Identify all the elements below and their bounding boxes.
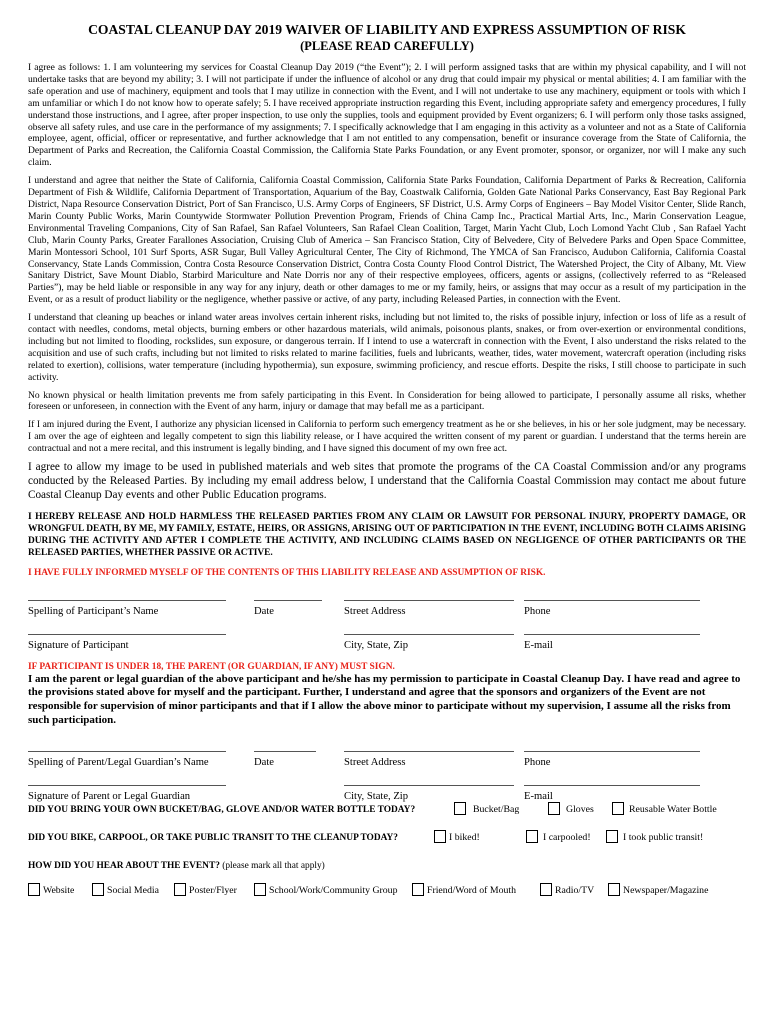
- minor-heading: IF PARTICIPANT IS UNDER 18, THE PARENT (OR GUARDIAN, IF ANY) MUST SIGN.: [28, 661, 395, 672]
- parent-name-field[interactable]: [28, 741, 226, 768]
- parent-street-field[interactable]: [344, 741, 514, 768]
- participant-date-field[interactable]: [254, 590, 322, 617]
- friend-checkbox[interactable]: [412, 883, 424, 896]
- bucket-bag-label: Bucket/Bag: [473, 804, 520, 816]
- transit-text: DID YOU BIKE, CARPOOL, OR TAKE PUBLIC TRANSIT TO THE CLEANUP TODAY?: [28, 833, 398, 844]
- school-work-option[interactable]: [254, 883, 397, 896]
- poster-flyer-option[interactable]: [174, 883, 237, 896]
- parent-street-label: Street Address: [344, 757, 406, 769]
- carpooled-checkbox[interactable]: [526, 830, 538, 843]
- parent-phone-label: Phone: [524, 757, 551, 769]
- public-transit-option[interactable]: [606, 830, 703, 843]
- waiver-form: [28, 22, 746, 905]
- released-parties-paragraph: I understand and agree that neither the State of California, California Coastal Commission, California State Parks Foundation, California Department of Parks & Recreation, California Department of Fish & Wildlife, California Department of Transportation, Aquarium of the Bay, Coastwalk California, Golden Gate National Parks Conservancy, East Bay Regional Park District, Napa Resource Conservation District, Port of San Francisco, U.S. Army Corps of Engineers, SF District, U.S. Army Corps of Engineers – Bay Model Visitor Center, Slide Ranch, Marin County Public Works, Marin Countywide Stormwater Pollution Prevention Program, Friends of China Camp Inc., Practical Martial Arts, Inc., Marin Conservation League, Environmental Traveling Companions, City of San Rafael, San Rafael Volunteers, San Rafael Clean Coalition, Target, Marin Yacht Club, Loch Lomond Yacht Club , San Rafael Yacht Club, Marin County Parks, Greater Farallones Association, Cruising Club of America – San Francisco Station, City of Belvedere, City of Belvedere Parks and Open Space Committee, Marin Montessori School, 101 Surf Sports, ASR Sugar, Bull Valley Agricultural Center, The City of Richmond, The YMCA of San Francisco, Audubon California, California Coastal Conservancy, State Lands Commission, Contra Costa Resource Conservation District, Contra Costa County Flood Control District, The Watershed Project, the City of Albany, Mt. View Sanitary District, Save Mount Diablo, Starbird Mariculture and Nate Dorris nor any of their respective employees, officers, agents or assigns, (collectively referred to as “Released Parties”), may be held liable or responsible in any way for any injury, death or other damages to me or my family, heirs, or assigns that may occur as a result of my participation in the Event, or as a result of product liability or the negligence, whether passive or active, of any party, including Released Parties, in connection with the Event.: [28, 175, 746, 306]
- bucket-bag-checkbox[interactable]: [454, 802, 466, 815]
- friend-option[interactable]: [412, 883, 516, 896]
- bucket-bag-option[interactable]: [454, 802, 519, 815]
- water-bottle-option[interactable]: [612, 802, 717, 815]
- terms-paragraph: I agree as follows: 1. I am volunteering my services for Coastal Cleanup Day 2019 (“the Event”); 2. I will perform assigned tasks that are within my physical capability, and I will not undertake tasks that are beyond my ability; 3. I will not participate if under the influence of alcohol or any drug that could impair my physical or mental abilities; 4. I am familiar with the safe operation and use of machinery, equipment and tools that I may utilize in connection with the Event, and I will not undertake to use any machinery, equipment or tools with which I am unfamiliar or which I do not know how to operate safely; 5. I have received appropriate instruction regarding this Event, including appropriate safety and emergency procedures, I fully understand those instructions, and I agree, after proper inspection, to use only the supplies, tools and equipment provided by Event organizers; 6. I will perform only those tasks assigned, observe all safety rules, and use care in the performance of my assignments; 7. I specifically acknowledge that I am engaging in this activity as a volunteer and not as a State of California employee, agent, official, officer or representative, and further acknowledge that I am not entitled to any compensation, benefit or insurance coverage from the State of California, the Department of Parks and Recreation, the California Coastal Commission, the California State Parks Foundation, or any Event promoter, sponsor, or organizer, nor will I make any such claim.: [28, 62, 746, 169]
- participant-email-field[interactable]: [524, 624, 700, 651]
- parent-signature-label: Signature of Parent or Legal Guardian: [28, 791, 191, 803]
- form-title: COASTAL CLEANUP DAY 2019 WAIVER OF LIABILITY AND EXPRESS ASSUMPTION OF RISK: [88, 22, 686, 37]
- water-bottle-label: Reusable Water Bottle: [629, 804, 717, 816]
- bring-supplies-question: [28, 805, 746, 833]
- participant-city-label: City, State, Zip: [344, 639, 409, 651]
- hear-question: [28, 861, 746, 883]
- participant-email-label: E-mail: [524, 639, 553, 651]
- carpooled-option[interactable]: [526, 830, 591, 843]
- participant-date-label: Date: [254, 605, 274, 617]
- parent-row-2: [28, 775, 746, 805]
- public-transit-checkbox[interactable]: [606, 830, 618, 843]
- biked-label: I biked!: [449, 832, 480, 844]
- newspaper-checkbox[interactable]: [608, 883, 620, 896]
- parent-statement: I am the parent or legal guardian of the above participant and he/she has my permission to participate in Coastal Cleanup Day. I have read and agree to the provisions stated above for myself and the participant. Further, I understand and agree that the sponsors and organizers of the Event are not responsible for supervision of minor participants and that if I allow the above minor to participate without my supervision, I assume all the risks from such participation.: [28, 672, 741, 726]
- gloves-label: Gloves: [566, 804, 594, 816]
- parent-phone-field[interactable]: [524, 741, 700, 768]
- poster-flyer-checkbox[interactable]: [174, 883, 186, 896]
- image-consent-paragraph: I agree to allow my image to be used in published materials and web sites that promote the programs of the CA Coastal Commission and/or any programs conducted by the Released Parties. By including my email address below, I understand that the California Coastal Commission may contact me about future Coastal Cleanup Day events and other Public Education programs.: [28, 461, 746, 501]
- school-work-checkbox[interactable]: [254, 883, 266, 896]
- friend-label: Friend/Word of Mouth: [427, 885, 517, 897]
- transit-question: [28, 833, 746, 861]
- health-paragraph: No known physical or health limitation prevents me from safely participating in this Event. In Consideration for being allowed to participate, I personally assume all risks, whether foreseen or unforeseen, in connection with the Event of any harm, injury or damage that may befall me as a participant.: [28, 389, 746, 413]
- parent-city-field[interactable]: [344, 775, 514, 802]
- parent-name-label: Spelling of Parent/Legal Guardian’s Name: [28, 757, 209, 769]
- participant-city-field[interactable]: [344, 624, 514, 651]
- form-subtitle: (PLEASE READ CAREFULLY): [300, 39, 474, 53]
- poster-flyer-label: Poster/Flyer: [189, 885, 237, 897]
- hear-text: HOW DID YOU HEAR ABOUT THE EVENT?: [28, 861, 220, 872]
- social-media-checkbox[interactable]: [92, 883, 104, 896]
- parent-city-label: City, State, Zip: [344, 791, 409, 803]
- participant-name-label: Spelling of Participant’s Name: [28, 605, 159, 617]
- participant-row-2: [28, 624, 746, 658]
- participant-street-field[interactable]: [344, 590, 514, 617]
- informed-statement: I HAVE FULLY INFORMED MYSELF OF THE CONTENTS OF THIS LIABILITY RELEASE AND ASSUMPTION OF RISK.: [28, 567, 546, 578]
- newspaper-label: Newspaper/Magazine: [623, 885, 709, 897]
- bring-supplies-text: DID YOU BRING YOUR OWN BUCKET/BAG, GLOVE AND/OR WATER BOTTLE TODAY?: [28, 805, 416, 816]
- parent-date-label: Date: [254, 757, 274, 769]
- website-label: Website: [43, 885, 75, 897]
- public-transit-label: I took public transit!: [623, 832, 704, 844]
- participant-name-field[interactable]: [28, 590, 226, 617]
- website-option[interactable]: [28, 883, 74, 896]
- newspaper-option[interactable]: [608, 883, 708, 896]
- carpooled-label: I carpooled!: [543, 832, 591, 844]
- parent-signature-field[interactable]: [28, 775, 226, 802]
- social-media-label: Social Media: [107, 885, 159, 897]
- parent-email-label: E-mail: [524, 791, 553, 803]
- participant-signature-field[interactable]: [28, 624, 226, 651]
- participant-row-1: [28, 590, 746, 624]
- hear-options: [28, 883, 746, 905]
- hear-note: (please mark all that apply): [222, 861, 325, 872]
- parent-date-field[interactable]: [254, 741, 316, 768]
- participant-phone-label: Phone: [524, 605, 551, 617]
- radio-tv-label: Radio/TV: [555, 885, 595, 897]
- water-bottle-checkbox[interactable]: [612, 802, 624, 815]
- hold-harmless-paragraph: I HEREBY RELEASE AND HOLD HARMLESS THE RELEASED PARTIES FROM ANY CLAIM OR LAWSUIT FOR PERSONAL INJURY, PROPERTY DAMAGE, OR WRONGFUL DEATH, BY ME, MY FAMILY, ESTATE, HEIRS, OR ASSIGNS, ARISING OUT OF PARTICIPATION IN THE EVENT, INCLUDING BOTH CLAIMS ARISING DURING THE ACTIVITY AND AFTER I COMPLETE THE ACTIVITY, AND INCLUDING CLAIMS BASED ON NEGLIGENCE OF OTHER PARTICIPANTS OR THE RELEASED PARTIES, WHETHER PASSIVE OR ACTIVE.: [28, 511, 746, 558]
- social-media-option[interactable]: [92, 883, 159, 896]
- parent-email-field[interactable]: [524, 775, 700, 802]
- school-work-label: School/Work/Community Group: [269, 885, 398, 897]
- participant-phone-field[interactable]: [524, 590, 700, 617]
- website-checkbox[interactable]: [28, 883, 40, 896]
- parent-row-1: [28, 741, 746, 775]
- medical-paragraph: If I am injured during the Event, I authorize any physician licensed in California to perform such emergency treatment as he or she believes, in his or her sole judgment, may be necessary. I am over the age of eighteen and legally competent to sign this liability release, or I have acquired the written consent of my parent or guardian. I understand that the terms herein are contractual and not a mere recital, and this instrument is legally binding, and I have signed this document of my own free act.: [28, 419, 746, 455]
- risks-paragraph: I understand that cleaning up beaches or inland water areas involves certain inherent risks, including but not limited to, the risks of possible injury, infection or loss of life as a result of contact with needles, condoms, metal objects, burning embers or other hazardous materials, wild animals, poisonous plants, snakes, or from over-exertion or environmental conditions, including but not limited to flooding, rockslides, sun exposure, or dangerous terrain. If I intend to use a watercraft in connection with the Event, I also understand the risks related to the acquisition and use of such crafts, including but not limited to risks related to marine facilities, fuels and lubricants, weather, tides, water movement, watercraft operation (including risks related to exertion), collisions, water temperature (including hypothermia), sun exposure, swimming proficiency, and rescue efforts. Despite the risks, I still choose to participate in such activity.: [28, 312, 746, 383]
- gloves-option[interactable]: [548, 802, 594, 815]
- biked-checkbox[interactable]: [434, 830, 446, 843]
- participant-signature-label: Signature of Participant: [28, 639, 129, 651]
- radio-tv-option[interactable]: [540, 883, 594, 896]
- gloves-checkbox[interactable]: [548, 802, 560, 815]
- biked-option[interactable]: [434, 830, 480, 843]
- participant-street-label: Street Address: [344, 605, 406, 617]
- radio-tv-checkbox[interactable]: [540, 883, 552, 896]
